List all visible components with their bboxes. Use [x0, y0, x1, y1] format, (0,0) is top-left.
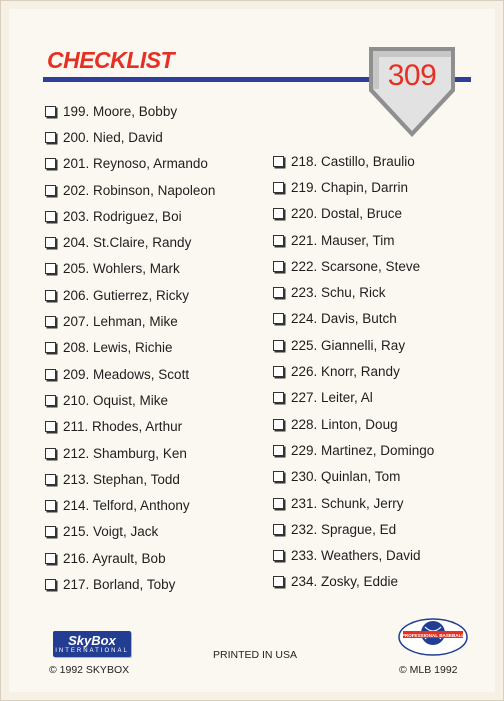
checklist-item	[273, 542, 434, 568]
checklist-item-label: 225. Giannelli, Ray	[291, 337, 406, 353]
checkbox-icon	[273, 576, 284, 587]
checkbox-icon	[45, 263, 56, 274]
checkbox-icon	[273, 156, 284, 167]
checkbox-icon	[45, 316, 56, 327]
checklist-item	[45, 545, 215, 571]
checkbox-icon	[273, 471, 284, 482]
checkbox-icon	[273, 524, 284, 535]
checklist-item	[273, 385, 434, 411]
checkbox-icon	[273, 182, 284, 193]
checklist-item-label: 208. Lewis, Richie	[63, 340, 173, 356]
checkbox-icon	[273, 445, 284, 456]
checklist-item	[45, 124, 215, 150]
checkbox-icon	[45, 132, 56, 143]
checkbox-icon	[273, 550, 284, 561]
checkbox-icon	[45, 158, 56, 169]
card-number: 309	[387, 59, 437, 92]
checklist-item	[45, 414, 215, 440]
checkbox-icon	[273, 261, 284, 272]
mlb-logo	[397, 617, 469, 657]
checkbox-icon	[45, 448, 56, 459]
checklist-item	[273, 437, 434, 463]
checklist-item-label: 231. Schunk, Jerry	[291, 495, 404, 511]
checklist-item-label: 210. Oquist, Mike	[63, 392, 169, 408]
checklist-item	[273, 253, 434, 279]
checklist-item	[45, 361, 215, 387]
checklist-item-label: 201. Reynoso, Armando	[63, 156, 208, 172]
checkbox-icon	[45, 579, 56, 590]
checklist-item-label: 207. Lehman, Mike	[63, 314, 178, 330]
checklist-item-label: 220. Dostal, Bruce	[291, 206, 403, 222]
checklist-item-label: 217. Borland, Toby	[63, 576, 176, 592]
skybox-brand: SkyBox	[68, 633, 116, 648]
checklist-item-label: 229. Martinez, Domingo	[291, 442, 435, 458]
checkbox-icon	[45, 106, 56, 117]
checklist-item	[45, 466, 215, 492]
checklist-item	[45, 203, 215, 229]
skybox-subtitle: INTERNATIONAL	[55, 648, 129, 654]
checkbox-icon	[273, 340, 284, 351]
checklist-item-label: 222. Scarsone, Steve	[291, 258, 421, 274]
checklist-item	[45, 151, 215, 177]
checklist-item-label: 202. Robinson, Napoleon	[63, 182, 216, 198]
checkbox-icon	[273, 419, 284, 430]
checklist-item	[273, 306, 434, 332]
checklist-item	[45, 519, 215, 545]
checklist-item	[273, 464, 434, 490]
checklist-item	[45, 571, 215, 597]
checkbox-icon	[273, 287, 284, 298]
checklist-item-label: 204. St.Claire, Randy	[63, 235, 192, 251]
checklist-item	[45, 177, 215, 203]
checklist-item	[273, 569, 434, 595]
checklist-item-label: 221. Mauser, Tim	[291, 232, 395, 248]
checklist-item	[45, 256, 215, 282]
checklist-item-label: 212. Shamburg, Ken	[63, 445, 187, 461]
checkbox-icon	[45, 474, 56, 485]
mlb-logo-text: PROFESSIONAL BASEBALL	[401, 632, 465, 638]
printed-in-usa: PRINTED IN USA	[213, 649, 298, 661]
checklist-item	[45, 229, 215, 255]
checklist-right-column	[273, 148, 434, 595]
checklist-item	[273, 201, 434, 227]
copyright-mlb: © MLB 1992	[399, 664, 458, 676]
checklist-item-label: 223. Schu, Rick	[291, 285, 386, 301]
checklist-item-label: 216. Ayrault, Bob	[63, 550, 166, 566]
checklist-item	[45, 440, 215, 466]
checklist-item-label: 224. Davis, Butch	[291, 311, 397, 327]
checklist-item	[45, 335, 215, 361]
checklist-item-label: 215. Voigt, Jack	[63, 524, 159, 540]
checklist-item	[273, 279, 434, 305]
checkbox-icon	[45, 526, 56, 537]
checklist-item	[45, 492, 215, 518]
checklist-left-column	[45, 98, 215, 598]
checkbox-icon	[45, 369, 56, 380]
checklist-item-label: 211. Rhodes, Arthur	[63, 419, 183, 435]
checklist-item	[45, 98, 215, 124]
checklist-item-label: 228. Linton, Doug	[291, 416, 398, 432]
checkbox-icon	[273, 235, 284, 246]
checklist-item-label: 213. Stephan, Todd	[63, 471, 180, 487]
checklist-item-label: 203. Rodriguez, Boi	[63, 208, 182, 224]
checkbox-icon	[273, 313, 284, 324]
checklist-item-label: 199. Moore, Bobby	[63, 103, 178, 119]
checklist-item	[45, 282, 215, 308]
checklist-item	[273, 148, 434, 174]
checklist-item-label: 200. Nied, David	[63, 129, 163, 145]
checklist-item	[273, 227, 434, 253]
checklist-item-label: 218. Castillo, Braulio	[291, 153, 415, 169]
checklist-item	[273, 516, 434, 542]
checkbox-icon	[45, 237, 56, 248]
checkbox-icon	[45, 421, 56, 432]
checklist-item-label: 219. Chapin, Darrin	[291, 179, 409, 195]
checkbox-icon	[273, 366, 284, 377]
checklist-item-label: 205. Wohlers, Mark	[63, 261, 180, 277]
card-title: CHECKLIST	[47, 47, 175, 73]
checklist-item	[273, 174, 434, 200]
checkbox-icon	[45, 185, 56, 196]
checkbox-icon	[273, 208, 284, 219]
checklist-item-label: 230. Quinlan, Tom	[291, 469, 401, 485]
copyright-skybox: © 1992 SKYBOX	[49, 664, 130, 676]
checklist-item	[45, 387, 215, 413]
checklist-item	[273, 358, 434, 384]
checkbox-icon	[45, 290, 56, 301]
skybox-logo	[53, 631, 131, 657]
checklist-item	[273, 490, 434, 516]
checklist-item-label: 209. Meadows, Scott	[63, 366, 190, 382]
checklist-item	[45, 308, 215, 334]
checkbox-icon	[45, 395, 56, 406]
checklist-item-label: 206. Gutierrez, Ricky	[63, 287, 190, 303]
checkbox-icon	[273, 498, 284, 509]
checkbox-icon	[45, 342, 56, 353]
checkbox-icon	[45, 500, 56, 511]
checkbox-icon	[45, 553, 56, 564]
checklist-item	[273, 411, 434, 437]
checkbox-icon	[45, 211, 56, 222]
checkbox-icon	[273, 392, 284, 403]
checklist-item-label: 233. Weathers, David	[291, 548, 421, 564]
checklist-item-label: 226. Knorr, Randy	[291, 364, 400, 380]
checklist-item-label: 227. Leiter, Al	[291, 390, 373, 406]
checklist-item-label: 214. Telford, Anthony	[63, 498, 190, 514]
checklist-item	[273, 332, 434, 358]
checklist-item-label: 232. Sprague, Ed	[291, 521, 397, 537]
checklist-item-label: 234. Zosky, Eddie	[291, 574, 399, 590]
